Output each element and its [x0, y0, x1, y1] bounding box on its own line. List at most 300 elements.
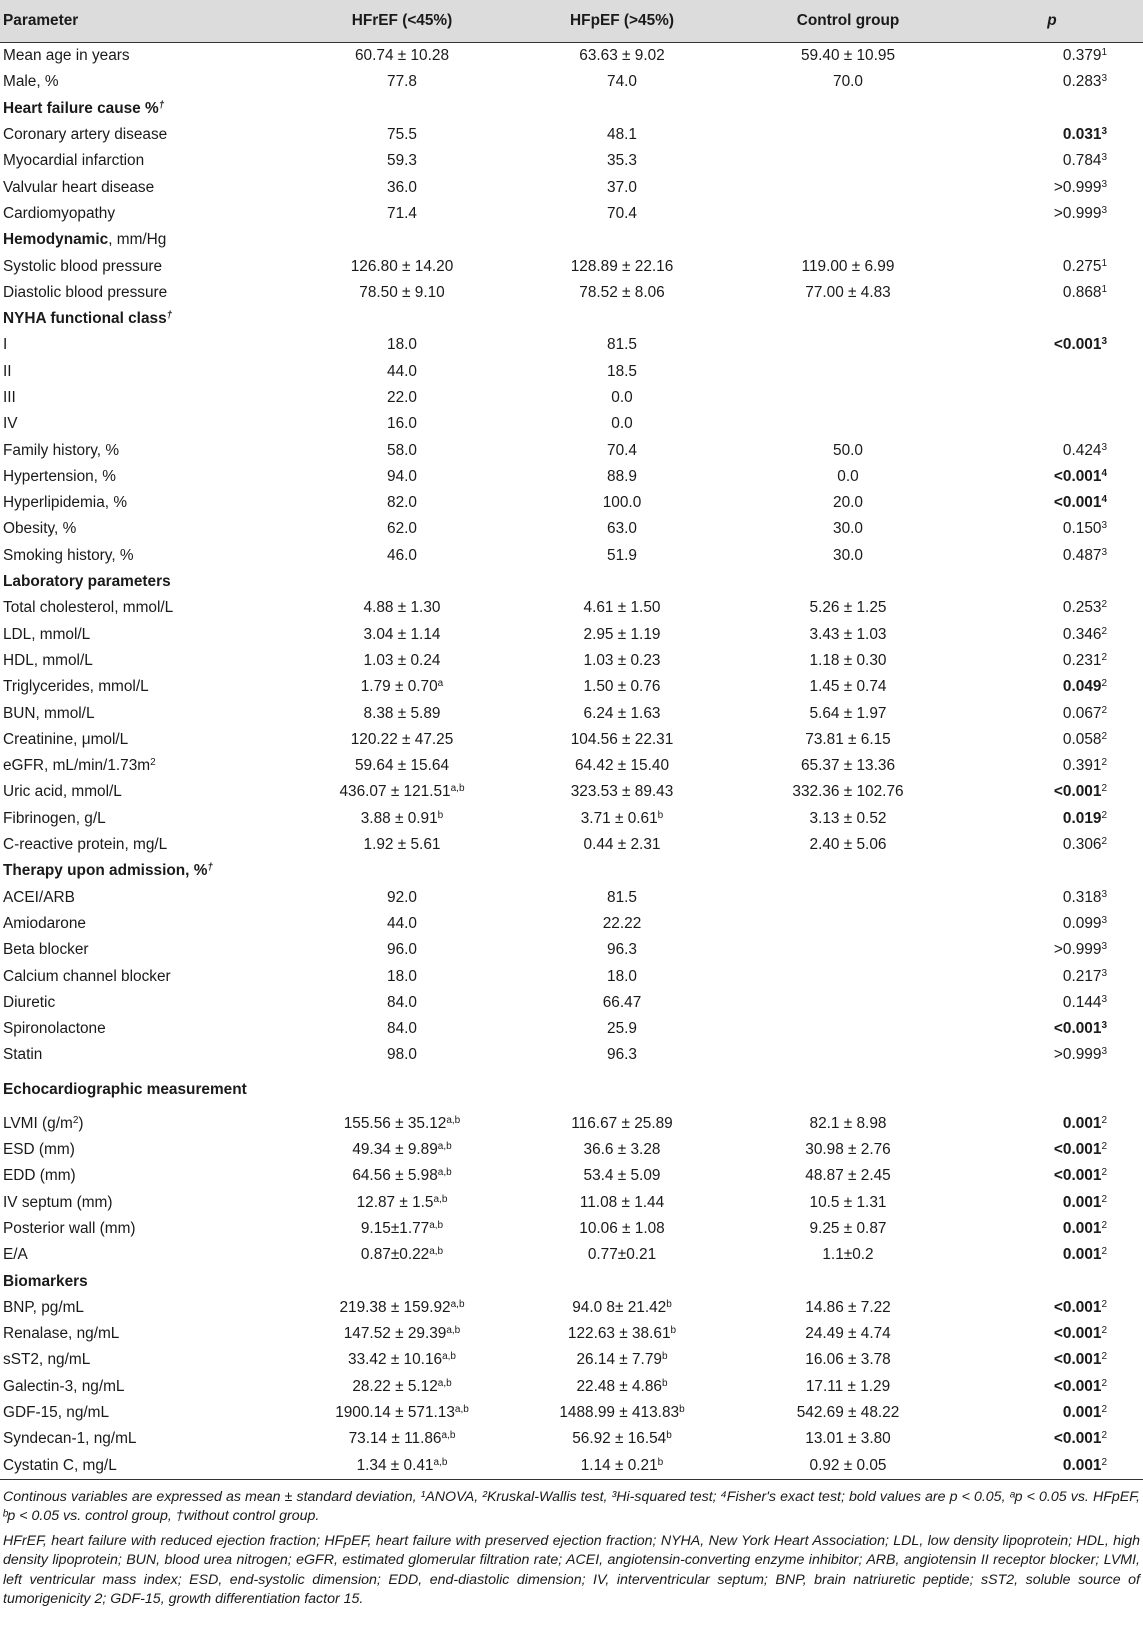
p-value: [961, 148, 1143, 174]
p-value: [961, 858, 1143, 884]
p-text: >0.999: [1053, 941, 1102, 959]
table-row: [0, 753, 1143, 779]
label-text: Coronary artery disease: [3, 126, 168, 144]
cell-text: 1.79 ± 0.70: [360, 678, 438, 696]
p-superscript: 2: [1101, 1325, 1107, 1337]
cell-text: 17.11 ± 1.29: [805, 1377, 891, 1395]
cell-text: 2.40 ± 5.06: [809, 836, 887, 854]
cell-superscript: a,b: [437, 1377, 452, 1389]
cell-text: 219.38 ± 159.92: [339, 1298, 451, 1316]
hfpef-value: [509, 806, 735, 832]
table-row: [0, 1216, 1143, 1242]
footnote-abbreviations: HFrEF, heart failure with reduced ejection fraction; HFpEF, heart failure with preserved ejection fraction; NYHA, New York Heart Association; LDL, low density lipoprotein; HDL, high density lipoprotein; BUN, blood urea nitrogen; eGFR, estimated glomerular filtration rate; ACEI, angiotensin-converting enzyme inhibitor; ARB, angiotensin II receptor blocker; LVMI, left ventricular mass index; ESD, end-systolic dimension; EDD, end-diastolic dimension; IV, interventricular septum; BNP, brain natriuretic peptide; sST2, soluble source of tumorigenicity 2; GDF-15, growth differentiation factor 15.: [3, 1532, 1140, 1608]
p-value: [961, 201, 1143, 227]
cell-text: 49.34 ± 9.89: [352, 1141, 438, 1159]
cell-text: 0.44 ± 2.31: [583, 836, 661, 854]
hfref-value: [295, 700, 509, 726]
cell-text: 22.48 ± 4.86: [576, 1377, 662, 1395]
row-label: [0, 990, 295, 1016]
control-value: [735, 1111, 961, 1137]
table-row: [0, 1426, 1143, 1452]
control-value: [735, 1216, 961, 1242]
hfpef-value: [509, 990, 735, 1016]
p-superscript: 1: [1101, 257, 1107, 269]
cell-superscript: a,b: [437, 1167, 452, 1179]
p-text: 0.275: [1062, 257, 1102, 275]
cell-text: 3.13 ± 0.52: [809, 809, 887, 827]
hfpef-value: [509, 201, 735, 227]
control-value: [735, 227, 961, 253]
cell-text: 84.0: [387, 993, 417, 1011]
p-text: <0.001: [1053, 467, 1102, 485]
cell-text: 96.3: [607, 941, 637, 959]
hfpef-value: [509, 885, 735, 911]
label-text: Hyperlipidemia, %: [3, 494, 128, 512]
hfref-value: [295, 1452, 509, 1478]
hfpef-value: [509, 1321, 735, 1347]
cell-text: 81.5: [607, 888, 637, 906]
label-superscript: †: [158, 99, 165, 111]
hfref-value: [295, 1016, 509, 1042]
p-text: 0.001: [1062, 1403, 1102, 1421]
p-value: [961, 253, 1143, 279]
control-value: [735, 1042, 961, 1068]
hfpef-value: [509, 174, 735, 200]
p-text: 0.099: [1062, 914, 1102, 932]
label-text: sST2, ng/mL: [3, 1351, 91, 1369]
label-text: E/A: [3, 1246, 28, 1264]
row-label: [0, 332, 295, 358]
cell-text: 58.0: [387, 441, 417, 459]
p-superscript: 2: [1101, 783, 1107, 795]
row-label: [0, 648, 295, 674]
cell-text: 3.43 ± 1.03: [809, 625, 887, 643]
cell-text: 147.52 ± 29.39: [343, 1325, 447, 1343]
cell-text: 0.77±0.21: [587, 1246, 657, 1264]
control-value: [735, 96, 961, 122]
hfref-value: [295, 1042, 509, 1068]
cell-text: 77.8: [387, 73, 417, 91]
p-superscript: 2: [1101, 1167, 1107, 1179]
table-row: [0, 1163, 1143, 1189]
label-text: Triglycerides, mmol/L: [3, 678, 149, 696]
cell-text: 1.1±0.2: [822, 1246, 874, 1264]
cell-text: 104.56 ± 22.31: [570, 730, 674, 748]
label-text: Family history, %: [3, 441, 120, 459]
p-text: 0.150: [1062, 520, 1102, 538]
p-superscript: 3: [1101, 441, 1107, 453]
hfref-value: [295, 937, 509, 963]
cell-text: 88.9: [607, 467, 637, 485]
p-value: [961, 674, 1143, 700]
p-superscript: 3: [1101, 204, 1107, 216]
p-value: [961, 174, 1143, 200]
cell-text: 48.87 ± 2.45: [805, 1167, 891, 1185]
p-value: [961, 1016, 1143, 1042]
cell-text: 2.95 ± 1.19: [583, 625, 661, 643]
table-row: [0, 148, 1143, 174]
control-value: [735, 595, 961, 621]
table-row: [0, 1242, 1143, 1268]
table-row: [0, 280, 1143, 306]
cell-text: 9.25 ± 0.87: [809, 1219, 887, 1237]
row-label: [0, 253, 295, 279]
control-value: [735, 174, 961, 200]
p-value: [961, 1347, 1143, 1373]
cell-superscript: a,b: [450, 783, 465, 795]
label-text: LDL, mmol/L: [3, 625, 91, 643]
hfpef-value: [509, 464, 735, 490]
row-label: [0, 937, 295, 963]
control-value: [735, 1189, 961, 1215]
label-text: Hemodynamic: [3, 231, 109, 249]
control-value: [735, 1295, 961, 1321]
hfpef-value: [509, 858, 735, 884]
cell-text: 59.64 ± 15.64: [354, 757, 450, 775]
control-value: [735, 963, 961, 989]
cell-text: 1.50 ± 0.76: [583, 678, 661, 696]
hfpef-value: [509, 937, 735, 963]
cell-text: 0.0: [611, 415, 633, 433]
row-label: [0, 963, 295, 989]
cell-text: 542.69 ± 48.22: [796, 1403, 900, 1421]
control-value: [735, 332, 961, 358]
cell-text: 46.0: [387, 546, 417, 564]
table-row: [0, 306, 1143, 332]
control-value: [735, 990, 961, 1016]
cell-text: 66.47: [602, 993, 642, 1011]
row-label: [0, 700, 295, 726]
p-superscript: 2: [1101, 1456, 1107, 1468]
row-label: [0, 1295, 295, 1321]
p-value: [961, 1111, 1143, 1137]
label-suffix: , mm/Hg: [108, 231, 167, 249]
row-label: [0, 280, 295, 306]
table-row: [0, 1069, 1143, 1111]
cell-text: 16.0: [387, 415, 417, 433]
row-label: [0, 411, 295, 437]
hfref-value: [295, 385, 509, 411]
table-row: [0, 1042, 1143, 1068]
hfpef-value: [509, 727, 735, 753]
cell-superscript: b: [661, 1351, 668, 1363]
row-label: [0, 727, 295, 753]
cell-text: 26.14 ± 7.79: [576, 1351, 662, 1369]
row-label: [0, 359, 295, 385]
control-value: [735, 280, 961, 306]
hfref-value: [295, 779, 509, 805]
row-label: [0, 1069, 295, 1111]
p-superscript: 2: [1101, 1114, 1107, 1126]
cell-text: 78.50 ± 9.10: [359, 283, 445, 301]
control-value: [735, 543, 961, 569]
p-value: [961, 411, 1143, 437]
cell-text: 60.74 ± 10.28: [354, 47, 450, 65]
table-row: [0, 516, 1143, 542]
p-text: >0.999: [1053, 178, 1102, 196]
p-text: 0.346: [1062, 625, 1102, 643]
p-value: [961, 1042, 1143, 1068]
cell-text: 3.71 ± 0.61: [580, 809, 658, 827]
cell-text: 0.92 ± 0.05: [809, 1456, 887, 1474]
header-hfref: HFrEF (<45%): [295, 0, 509, 43]
table-row: [0, 885, 1143, 911]
p-superscript: 3: [1101, 73, 1107, 85]
row-label: [0, 96, 295, 122]
row-label: [0, 674, 295, 700]
table-row: [0, 490, 1143, 516]
hfref-value: [295, 806, 509, 832]
p-text: <0.001: [1053, 1020, 1102, 1038]
table-row: [0, 227, 1143, 253]
hfpef-value: [509, 1163, 735, 1189]
cell-superscript: b: [666, 1430, 672, 1442]
hfpef-value: [509, 227, 735, 253]
hfref-value: [295, 858, 509, 884]
p-value: [961, 280, 1143, 306]
hfref-value: [295, 96, 509, 122]
label-text: Total cholesterol, mmol/L: [3, 599, 174, 617]
hfpef-value: [509, 832, 735, 858]
row-label: [0, 1374, 295, 1400]
p-value: [961, 753, 1143, 779]
p-superscript: 1: [1101, 47, 1107, 59]
p-value: [961, 516, 1143, 542]
hfref-value: [295, 1321, 509, 1347]
hfpef-value: [509, 1016, 735, 1042]
cell-text: 30.0: [833, 546, 863, 564]
control-value: [735, 359, 961, 385]
p-value: [961, 227, 1143, 253]
cell-text: 323.53 ± 89.43: [570, 783, 674, 801]
row-label: [0, 1042, 295, 1068]
cell-text: 1.92 ± 5.61: [363, 836, 441, 854]
table-notes: [0, 1480, 1143, 1610]
row-label: [0, 1242, 295, 1268]
cell-text: 11.08 ± 1.44: [579, 1193, 665, 1211]
cell-text: 96.0: [387, 941, 417, 959]
header-hfpef: HFpEF (>45%): [509, 0, 735, 43]
control-value: [735, 1137, 961, 1163]
cell-text: 51.9: [607, 546, 637, 564]
p-value: [961, 1268, 1143, 1294]
control-value: [735, 1400, 961, 1426]
p-superscript: 3: [1101, 126, 1107, 138]
label-text: Echocardiographic measurement: [3, 1081, 247, 1099]
hfref-value: [295, 1268, 509, 1294]
hfref-value: [295, 122, 509, 148]
cell-text: 81.5: [607, 336, 637, 354]
hfpef-value: [509, 1347, 735, 1373]
p-superscript: 2: [1101, 704, 1107, 716]
label-text: Systolic blood pressure: [3, 257, 163, 275]
p-text: 0.049: [1062, 678, 1102, 696]
table-row: [0, 385, 1143, 411]
table-row: [0, 543, 1143, 569]
p-superscript: 3: [1101, 152, 1107, 164]
cell-superscript: a,b: [433, 1193, 448, 1205]
label-text: Cystatin C, mg/L: [3, 1456, 117, 1474]
p-text: 0.391: [1062, 757, 1102, 775]
cell-text: 4.88 ± 1.30: [363, 599, 441, 617]
p-text: <0.001: [1053, 494, 1102, 512]
row-label: [0, 595, 295, 621]
table-row: [0, 674, 1143, 700]
row-label: [0, 1321, 295, 1347]
table-row: [0, 911, 1143, 937]
cell-text: 0.0: [837, 467, 859, 485]
p-text: <0.001: [1053, 1430, 1102, 1448]
control-value: [735, 1426, 961, 1452]
row-label: [0, 490, 295, 516]
label-text: NYHA functional class: [3, 310, 167, 328]
label-text: Creatinine, μmol/L: [3, 730, 129, 748]
control-value: [735, 622, 961, 648]
label-superscript: 2: [150, 757, 156, 769]
row-label: [0, 1016, 295, 1042]
p-text: 0.001: [1062, 1193, 1102, 1211]
p-value: [961, 1216, 1143, 1242]
hfref-value: [295, 727, 509, 753]
hfpef-value: [509, 148, 735, 174]
p-text: 0.253: [1062, 599, 1102, 617]
table-row: [0, 359, 1143, 385]
table-row: [0, 122, 1143, 148]
p-value: [961, 1295, 1143, 1321]
cell-superscript: b: [679, 1403, 685, 1415]
table-row: [0, 1016, 1143, 1042]
control-value: [735, 69, 961, 95]
hfpef-value: [509, 490, 735, 516]
row-label: [0, 911, 295, 937]
label-text: Heart failure cause %: [3, 99, 159, 117]
cell-superscript: b: [661, 1377, 668, 1389]
label-text: Therapy upon admission, %: [3, 862, 208, 880]
cell-text: 119.00 ± 6.99: [801, 257, 895, 275]
row-label: [0, 543, 295, 569]
control-value: [735, 648, 961, 674]
p-text: >0.999: [1053, 1046, 1102, 1064]
hfref-value: [295, 1163, 509, 1189]
table-row: [0, 1374, 1143, 1400]
cell-text: 10.5 ± 1.31: [809, 1193, 887, 1211]
p-text: <0.001: [1053, 783, 1102, 801]
cell-text: 84.0: [387, 1020, 417, 1038]
cell-text: 12.87 ± 1.5: [356, 1193, 434, 1211]
row-label: [0, 1189, 295, 1215]
cell-superscript: a,b: [433, 1456, 448, 1468]
label-text: III: [3, 389, 16, 406]
p-value: [961, 43, 1143, 70]
p-superscript: 4: [1101, 494, 1107, 506]
p-superscript: 3: [1101, 178, 1107, 190]
table-row: [0, 1295, 1143, 1321]
label-suffix: ): [78, 1114, 84, 1132]
cell-text: 92.0: [387, 888, 417, 906]
hfref-value: [295, 359, 509, 385]
p-superscript: 3: [1101, 967, 1107, 979]
control-value: [735, 1069, 961, 1111]
hfpef-value: [509, 648, 735, 674]
hfpef-value: [509, 1216, 735, 1242]
label-text: Galectin-3, ng/mL: [3, 1377, 125, 1395]
cell-text: 10.06 ± 1.08: [579, 1219, 665, 1237]
p-text: 0.217: [1062, 967, 1102, 985]
p-value: [961, 832, 1143, 858]
hfref-value: [295, 1189, 509, 1215]
row-label: [0, 516, 295, 542]
cell-text: 1.45 ± 0.74: [809, 678, 887, 696]
hfpef-value: [509, 1295, 735, 1321]
cell-text: 1.03 ± 0.24: [363, 651, 441, 669]
control-value: [735, 253, 961, 279]
label-text: Laboratory parameters: [3, 573, 171, 591]
table-row: [0, 700, 1143, 726]
control-value: [735, 306, 961, 332]
control-value: [735, 437, 961, 463]
cell-superscript: b: [657, 1456, 664, 1468]
hfpef-value: [509, 96, 735, 122]
p-text: >0.999: [1053, 204, 1102, 222]
hfpef-value: [509, 1042, 735, 1068]
cell-superscript: a: [437, 678, 444, 690]
cell-text: 126.80 ± 14.20: [350, 257, 454, 275]
hfref-value: [295, 1137, 509, 1163]
p-value: [961, 490, 1143, 516]
label-text: Myocardial infarction: [3, 152, 145, 170]
hfpef-value: [509, 622, 735, 648]
p-text: 0.318: [1062, 888, 1102, 906]
p-superscript: 2: [1101, 625, 1107, 637]
hfpef-value: [509, 306, 735, 332]
cell-text: 78.52 ± 8.06: [579, 283, 665, 301]
cell-superscript: b: [437, 809, 444, 821]
control-value: [735, 1242, 961, 1268]
cell-text: 128.89 ± 22.16: [570, 257, 674, 275]
label-text: Fibrinogen, g/L: [3, 809, 106, 827]
row-label: [0, 832, 295, 858]
cell-text: 70.4: [607, 441, 637, 459]
cell-text: 30.0: [833, 520, 863, 538]
hfpef-value: [509, 595, 735, 621]
table-row: [0, 858, 1143, 884]
p-value: [961, 1400, 1143, 1426]
cell-text: 63.63 ± 9.02: [579, 47, 665, 65]
p-superscript: 3: [1101, 993, 1107, 1005]
p-value: [961, 1426, 1143, 1452]
row-label: [0, 1216, 295, 1242]
control-value: [735, 753, 961, 779]
label-text: Renalase, ng/mL: [3, 1325, 120, 1343]
table-row: [0, 69, 1143, 95]
p-superscript: 2: [1101, 599, 1107, 611]
p-superscript: 2: [1101, 1193, 1107, 1205]
p-value: [961, 359, 1143, 385]
row-label: [0, 1111, 295, 1137]
cell-text: 33.42 ± 10.16: [348, 1351, 443, 1369]
row-label: [0, 464, 295, 490]
table-body: [0, 43, 1143, 1479]
p-text: <0.001: [1053, 1377, 1102, 1395]
hfref-value: [295, 1374, 509, 1400]
cell-text: 62.0: [387, 520, 417, 538]
hfpef-value: [509, 569, 735, 595]
p-text: <0.001: [1053, 1325, 1102, 1343]
cell-superscript: a,b: [450, 1298, 465, 1310]
hfref-value: [295, 1069, 509, 1111]
table-row: [0, 622, 1143, 648]
p-superscript: 3: [1101, 941, 1107, 953]
